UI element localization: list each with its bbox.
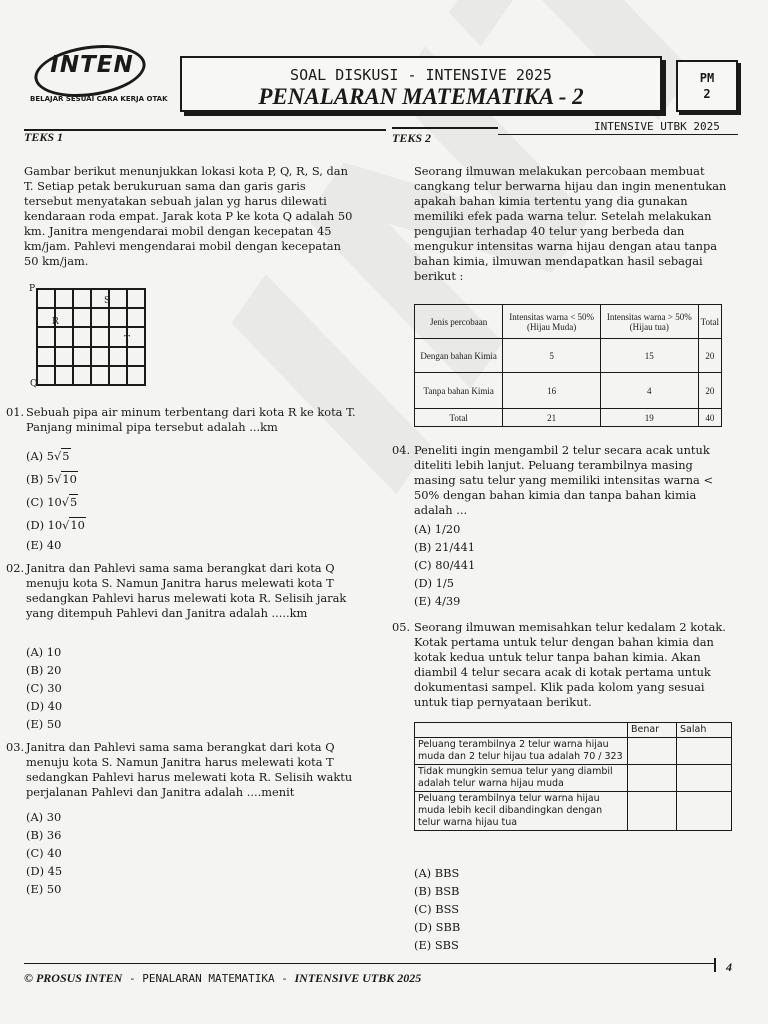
salah-cell-3[interactable] (677, 792, 732, 831)
question-2 (6, 561, 356, 621)
label-r: R (52, 317, 59, 327)
option-c[interactable]: (C) 40 (26, 846, 62, 860)
question-4 (392, 443, 736, 518)
option-a[interactable]: (A) 30 (26, 810, 62, 824)
benar-cell-1[interactable] (628, 738, 677, 765)
q5-options (414, 864, 460, 954)
q4-options (414, 520, 475, 610)
table-cell: 4 (600, 373, 698, 409)
option-e[interactable]: (E) 40 (26, 538, 62, 552)
question-5 (392, 620, 736, 710)
question-number: 03. (6, 740, 25, 754)
footer-rule (24, 963, 714, 964)
question-1 (6, 405, 356, 435)
right-rule-long (498, 134, 738, 135)
footer-brand: © PROSUS INTEN (24, 971, 123, 985)
table-cell: 21 (503, 409, 601, 427)
footer (24, 971, 421, 986)
option-c[interactable]: (C) 80/441 (414, 558, 476, 572)
table-cell: Tanpa bahan Kimia (415, 373, 503, 409)
table-cell: 16 (503, 373, 601, 409)
option-e[interactable]: (E) SBS (414, 938, 459, 952)
teks1-label: TEKS 1 (24, 130, 64, 144)
table-cell: Dengan bahan Kimia (415, 339, 503, 373)
table-header-blank (415, 723, 628, 738)
footer-tick (714, 958, 716, 972)
question-number: 02. (6, 561, 25, 575)
benar-cell-2[interactable] (628, 765, 677, 792)
title-line1: SOAL DISKUSI - INTENSIVE 2025 (290, 66, 552, 84)
label-p: P (29, 284, 36, 294)
question-text: Seorang ilmuwan memisahkan telur kedalam 2 kotak. Kotak pertama untuk telur dengan bahan kimia dan kotak kedua untuk telur tanpa bahan kimia. Akan diambil 4 telur secara acak di kotak pertama untuk dokumentasi sampel. Klik pada kolom yang sesuai untuk tiap pernyataan berikut. (414, 620, 726, 709)
label-s: S (104, 296, 111, 306)
table-header: Intensitas warna < 50% (Hijau Muda) (503, 305, 601, 339)
teks1-paragraph: Gambar berikut menunjukkan lokasi kota P, Q, R, S, dan T. Setiap petak berukuruan sama dan garis garis tersebut menyatakan sebuah jalan yg harus dilewati kendaraan roda empat. Jarak kota P ke kota Q adalah 50 km. Janitra mengendarai mobil dengan kecepatan 45 km/jam. Pahlevi mengendarai mobil dengan kecepatan 50 km/jam. (24, 164, 353, 268)
option-d[interactable]: (D) 1/5 (414, 576, 454, 590)
table-cell: 5 (503, 339, 601, 373)
option-d[interactable]: (D) 10√10 (26, 518, 85, 532)
table-row (415, 409, 722, 427)
title-line2: PENALARAN MATEMATIKA - 2 (258, 84, 584, 109)
col-benar: Benar (628, 723, 677, 738)
option-d[interactable]: (D) 40 (26, 699, 63, 713)
benar-cell-3[interactable] (628, 792, 677, 831)
table-cell: 20 (698, 339, 721, 373)
question-3 (6, 740, 356, 800)
table-row (415, 738, 732, 765)
option-b[interactable]: (B) 36 (26, 828, 62, 842)
table-row (415, 792, 732, 831)
teks2-paragraph: Seorang ilmuwan melakukan percobaan membuat cangkang telur berwarna hijau dan ingin menentukan apakah bahan kimia tertentu yang dia gunakan memiliki efek pada warna telur. Setelah melakukan pengujian terhadap 40 telur yang berbeda dan mengukur intensitas warna hijau dengan atau tanpa bahan kimia, ilmuwan mendapatkan hasil sebagai berikut : (414, 164, 727, 283)
question-number: 04. (392, 443, 411, 457)
option-b[interactable]: (B) BSB (414, 884, 460, 898)
q2-options (26, 643, 62, 733)
table-header: Intensitas warna > 50% (Hijau tua) (600, 305, 698, 339)
right-rule-short (392, 127, 498, 129)
label-q: Q (30, 379, 38, 389)
salah-cell-1[interactable] (677, 738, 732, 765)
table-cell: 19 (600, 409, 698, 427)
footer-subject: - PENALARAN MATEMATIKA - (122, 972, 295, 985)
table-row (415, 765, 732, 792)
q3-options (26, 808, 62, 898)
option-c[interactable]: (C) 30 (26, 681, 62, 695)
salah-cell-2[interactable] (677, 765, 732, 792)
option-e[interactable]: (E) 50 (26, 717, 62, 731)
option-c[interactable]: (C) BSS (414, 902, 460, 916)
logo: INTEN (50, 52, 134, 78)
title-box (180, 56, 662, 112)
table-cell: 15 (600, 339, 698, 373)
question-number: 01. (6, 405, 25, 419)
footer-program: INTENSIVE UTBK 2025 (294, 971, 422, 985)
code-line1: PM (699, 71, 715, 85)
question-text: Janitra dan Pahlevi sama sama berangkat dari kota Q menuju kota S. Namun Janitra harus melewati kota T sedangkan Pahlevi harus melewati kota R. Selisih waktu perjalanan Pahlevi dan Janitra adalah ....menit (26, 740, 353, 799)
table-cell: 40 (698, 409, 721, 427)
statement-2: Tidak mungkin semua telur yang diambil adalah telur warna hijau muda (415, 765, 628, 792)
code-box (676, 60, 738, 112)
option-a[interactable]: (A) 1/20 (414, 522, 461, 536)
left-rule (24, 129, 386, 131)
table-header: Jenis percobaan (415, 305, 503, 339)
question-text: Sebuah pipa air minum terbentang dari kota R ke kota T. Panjang minimal pipa tersebut adalah ...km (26, 405, 356, 434)
option-d[interactable]: (D) SBB (414, 920, 461, 934)
table-cell: 20 (698, 373, 721, 409)
program-label: INTENSIVE UTBK 2025 (594, 120, 720, 133)
option-b[interactable]: (B) 20 (26, 663, 62, 677)
page-number: 4 (726, 960, 732, 974)
question-text: Peneliti ingin mengambil 2 telur secara acak untuk diteliti lebih lanjut. Peluang terambilnya masing masing satu telur yang memiliki intensitas warna < 50% dengan bahan kimia dan tanpa bahan kimia adalah ... (414, 443, 714, 517)
col-salah: Salah (677, 723, 732, 738)
statement-3: Peluang terambilnya telur warna hijau muda lebih kecil dibandingkan dengan telur warna hijau tua (415, 792, 628, 831)
option-c[interactable]: (C) 10√5 (26, 495, 78, 509)
option-d[interactable]: (D) 45 (26, 864, 63, 878)
results-table (414, 304, 722, 427)
table-row (415, 373, 722, 409)
option-a[interactable]: (A) BBS (414, 866, 460, 880)
statement-1: Peluang terambilnya 2 telur warna hijau muda dan 2 telur hijau tua adalah 70 / 323 (415, 738, 628, 765)
option-e[interactable]: (E) 50 (26, 882, 62, 896)
option-b[interactable]: (B) 21/441 (414, 540, 475, 554)
code-line2: 2 (703, 87, 711, 101)
q1-options (26, 445, 86, 553)
logo-tagline: BELAJAR SESUAI CARA KERJA OTAK (30, 95, 168, 103)
option-b[interactable]: (B) 5√10 (26, 472, 77, 486)
label-t: T (124, 335, 131, 345)
table-header: Total (698, 305, 721, 339)
question-text: Janitra dan Pahlevi sama sama berangkat dari kota Q menuju kota S. Namun Janitra harus melewati kota T sedangkan Pahlevi harus melewati kota R. Selisih jarak yang ditempuh Pahlevi dan Janitra adalah .....km (26, 561, 347, 620)
question-number: 05. (392, 620, 411, 634)
teks2-label: TEKS 2 (392, 131, 432, 145)
option-a[interactable]: (A) 10 (26, 645, 62, 659)
table-row (415, 339, 722, 373)
statement-table (414, 722, 732, 831)
option-a[interactable]: (A) 5√5 (26, 449, 70, 463)
option-e[interactable]: (E) 4/39 (414, 594, 461, 608)
table-cell: Total (415, 409, 503, 427)
